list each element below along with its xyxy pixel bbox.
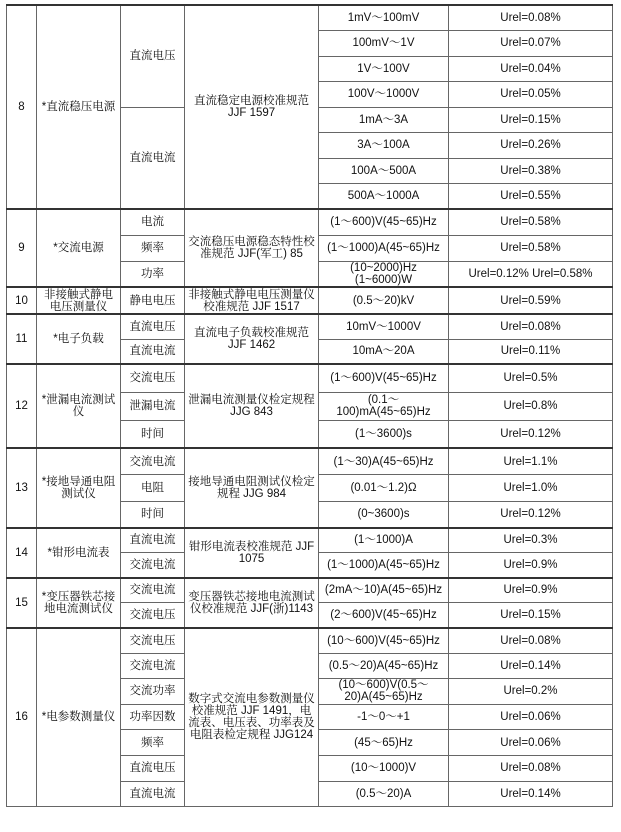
uncertainty: Urel=0.5%	[449, 364, 613, 392]
uncertainty: Urel=0.38%	[449, 158, 613, 184]
parameter-name: 泄漏电流	[121, 392, 185, 420]
measure-range: 100A～500A	[319, 158, 449, 184]
table-row	[7, 528, 613, 553]
calibration-table	[6, 4, 613, 807]
uncertainty: Urel=1.0%	[449, 475, 613, 502]
device-name: *变压器铁芯接地电流测试仪	[37, 578, 121, 628]
uncertainty: Urel=0.2%	[449, 679, 613, 705]
measure-range: (10～1000)V	[319, 755, 449, 781]
table-row	[7, 314, 613, 339]
table-row	[7, 628, 613, 654]
spec-name: 接地导通电阻测试仪检定规程 JJG 984	[185, 448, 319, 528]
parameter-name: 电流	[121, 209, 185, 235]
parameter-name: 直流电流	[121, 781, 185, 807]
uncertainty: Urel=0.15%	[449, 107, 613, 133]
uncertainty: Urel=1.1%	[449, 448, 613, 475]
device-name: *钳形电流表	[37, 528, 121, 578]
parameter-name: 交流电压	[121, 603, 185, 628]
parameter-name: 交流电压	[121, 628, 185, 654]
table-row	[7, 364, 613, 392]
spec-name: 直流稳定电源校准规范 JJF 1597	[185, 5, 319, 209]
uncertainty: Urel=0.12%	[449, 420, 613, 448]
uncertainty: Urel=0.12%	[449, 501, 613, 528]
uncertainty: Urel=0.58%	[449, 209, 613, 235]
spec-name: 非接触式静电电压测量仪校准规范 JJF 1517	[185, 287, 319, 314]
uncertainty: Urel=0.08%	[449, 5, 613, 31]
uncertainty: Urel=0.8%	[449, 392, 613, 420]
uncertainty: Urel=0.06%	[449, 730, 613, 756]
spec-name: 变压器铁芯接地电流测试仪校准规范 JJF(浙)1143	[185, 578, 319, 628]
table-body	[7, 5, 613, 807]
uncertainty: Urel=0.05%	[449, 82, 613, 108]
measure-range: (2～600)V(45~65)Hz	[319, 603, 449, 628]
uncertainty: Urel=0.08%	[449, 628, 613, 654]
measure-range: (10～600)V(45~65)Hz	[319, 628, 449, 654]
measure-range: 500A～1000A	[319, 184, 449, 210]
parameter-name: 直流电流	[121, 107, 185, 209]
parameter-name: 直流电压	[121, 755, 185, 781]
device-name: *电参数测量仪	[37, 628, 121, 807]
device-name: 非接触式静电电压测量仪	[37, 287, 121, 314]
parameter-name: 交流电流	[121, 578, 185, 603]
measure-range: 10mA～20A	[319, 339, 449, 364]
uncertainty: Urel=0.14%	[449, 781, 613, 807]
parameter-name: 交流电流	[121, 653, 185, 679]
parameter-name: 交流电流	[121, 448, 185, 475]
measure-range: (1～30)A(45~65)Hz	[319, 448, 449, 475]
measure-range: (2mA～10)A(45~65)Hz	[319, 578, 449, 603]
uncertainty: Urel=0.11%	[449, 339, 613, 364]
spec-name: 泄漏电流测量仪检定规程 JJG 843	[185, 364, 319, 448]
parameter-name: 交流电压	[121, 364, 185, 392]
measure-range: (10~2000)Hz (1~6000)W	[319, 261, 449, 287]
table-row	[7, 448, 613, 475]
measure-range: 100mV～1V	[319, 31, 449, 57]
uncertainty: Urel=0.08%	[449, 755, 613, 781]
row-number: 13	[7, 448, 37, 528]
device-name: *直流稳压电源	[37, 5, 121, 209]
uncertainty: Urel=0.3%	[449, 528, 613, 553]
parameter-name: 交流功率	[121, 679, 185, 705]
parameter-name: 直流电压	[121, 5, 185, 107]
parameter-name: 直流电压	[121, 314, 185, 339]
parameter-name: 频率	[121, 730, 185, 756]
uncertainty: Urel=0.04%	[449, 56, 613, 82]
spec-name: 钳形电流表校准规范 JJF 1075	[185, 528, 319, 578]
uncertainty: Urel=0.15%	[449, 603, 613, 628]
parameter-name: 电阻	[121, 475, 185, 502]
measure-range: (1～1000)A	[319, 528, 449, 553]
measure-range: (45～65)Hz	[319, 730, 449, 756]
measure-range: (0.01～1.2)Ω	[319, 475, 449, 502]
row-number: 9	[7, 209, 37, 287]
device-name: *电子负载	[37, 314, 121, 364]
measure-range: (0.5～20)A	[319, 781, 449, 807]
table-row	[7, 5, 613, 31]
table-row	[7, 578, 613, 603]
uncertainty: Urel=0.06%	[449, 704, 613, 730]
measure-range: 1mA～3A	[319, 107, 449, 133]
parameter-name: 直流电流	[121, 528, 185, 553]
table-row	[7, 287, 613, 314]
measure-range: 1V～100V	[319, 56, 449, 82]
measure-range: (0.5～20)kV	[319, 287, 449, 314]
row-number: 8	[7, 5, 37, 209]
measure-range: -1～0～+1	[319, 704, 449, 730]
parameter-name: 静电电压	[121, 287, 185, 314]
uncertainty: Urel=0.55%	[449, 184, 613, 210]
measure-range: (10～600)V(0.5～20)A(45~65)Hz	[319, 679, 449, 705]
uncertainty: Urel=0.14%	[449, 653, 613, 679]
row-number: 15	[7, 578, 37, 628]
row-number: 16	[7, 628, 37, 807]
spec-name: 直流电子负载校准规范 JJF 1462	[185, 314, 319, 364]
row-number: 10	[7, 287, 37, 314]
row-number: 12	[7, 364, 37, 448]
parameter-name: 功率因数	[121, 704, 185, 730]
uncertainty: Urel=0.08%	[449, 314, 613, 339]
parameter-name: 时间	[121, 420, 185, 448]
spec-name: 数字式交流电参数测量仪校准规范 JJF 1491，电流表、电压表、功率表及电阻表检定规程 JJG124	[185, 628, 319, 807]
measure-range: 10mV～1000V	[319, 314, 449, 339]
measure-range: (0~3600)s	[319, 501, 449, 528]
measure-range: (1～1000)A(45~65)Hz	[319, 553, 449, 578]
measure-range: 100V～1000V	[319, 82, 449, 108]
uncertainty: Urel=0.58%	[449, 235, 613, 261]
uncertainty: Urel=0.59%	[449, 287, 613, 314]
parameter-name: 频率	[121, 235, 185, 261]
uncertainty: Urel=0.26%	[449, 133, 613, 159]
measure-range: 3A～100A	[319, 133, 449, 159]
spec-name: 交流稳压电源稳态特性校准规范 JJF(军工) 85	[185, 209, 319, 287]
uncertainty: Urel=0.12% Urel=0.58%	[449, 261, 613, 287]
parameter-name: 直流电流	[121, 339, 185, 364]
parameter-name: 交流电流	[121, 553, 185, 578]
uncertainty: Urel=0.9%	[449, 578, 613, 603]
measure-range: (1～600)V(45~65)Hz	[319, 209, 449, 235]
uncertainty: Urel=0.9%	[449, 553, 613, 578]
row-number: 14	[7, 528, 37, 578]
device-name: *接地导通电阻测试仪	[37, 448, 121, 528]
device-name: *泄漏电流测试仪	[37, 364, 121, 448]
measure-range: (0.5～20)A(45~65)Hz	[319, 653, 449, 679]
measure-range: (0.1～100)mA(45~65)Hz	[319, 392, 449, 420]
row-number: 11	[7, 314, 37, 364]
measure-range: 1mV～100mV	[319, 5, 449, 31]
table-row	[7, 209, 613, 235]
parameter-name: 功率	[121, 261, 185, 287]
parameter-name: 时间	[121, 501, 185, 528]
device-name: *交流电源	[37, 209, 121, 287]
measure-range: (1～1000)A(45~65)Hz	[319, 235, 449, 261]
measure-range: (1～600)V(45~65)Hz	[319, 364, 449, 392]
uncertainty: Urel=0.07%	[449, 31, 613, 57]
measure-range: (1～3600)s	[319, 420, 449, 448]
